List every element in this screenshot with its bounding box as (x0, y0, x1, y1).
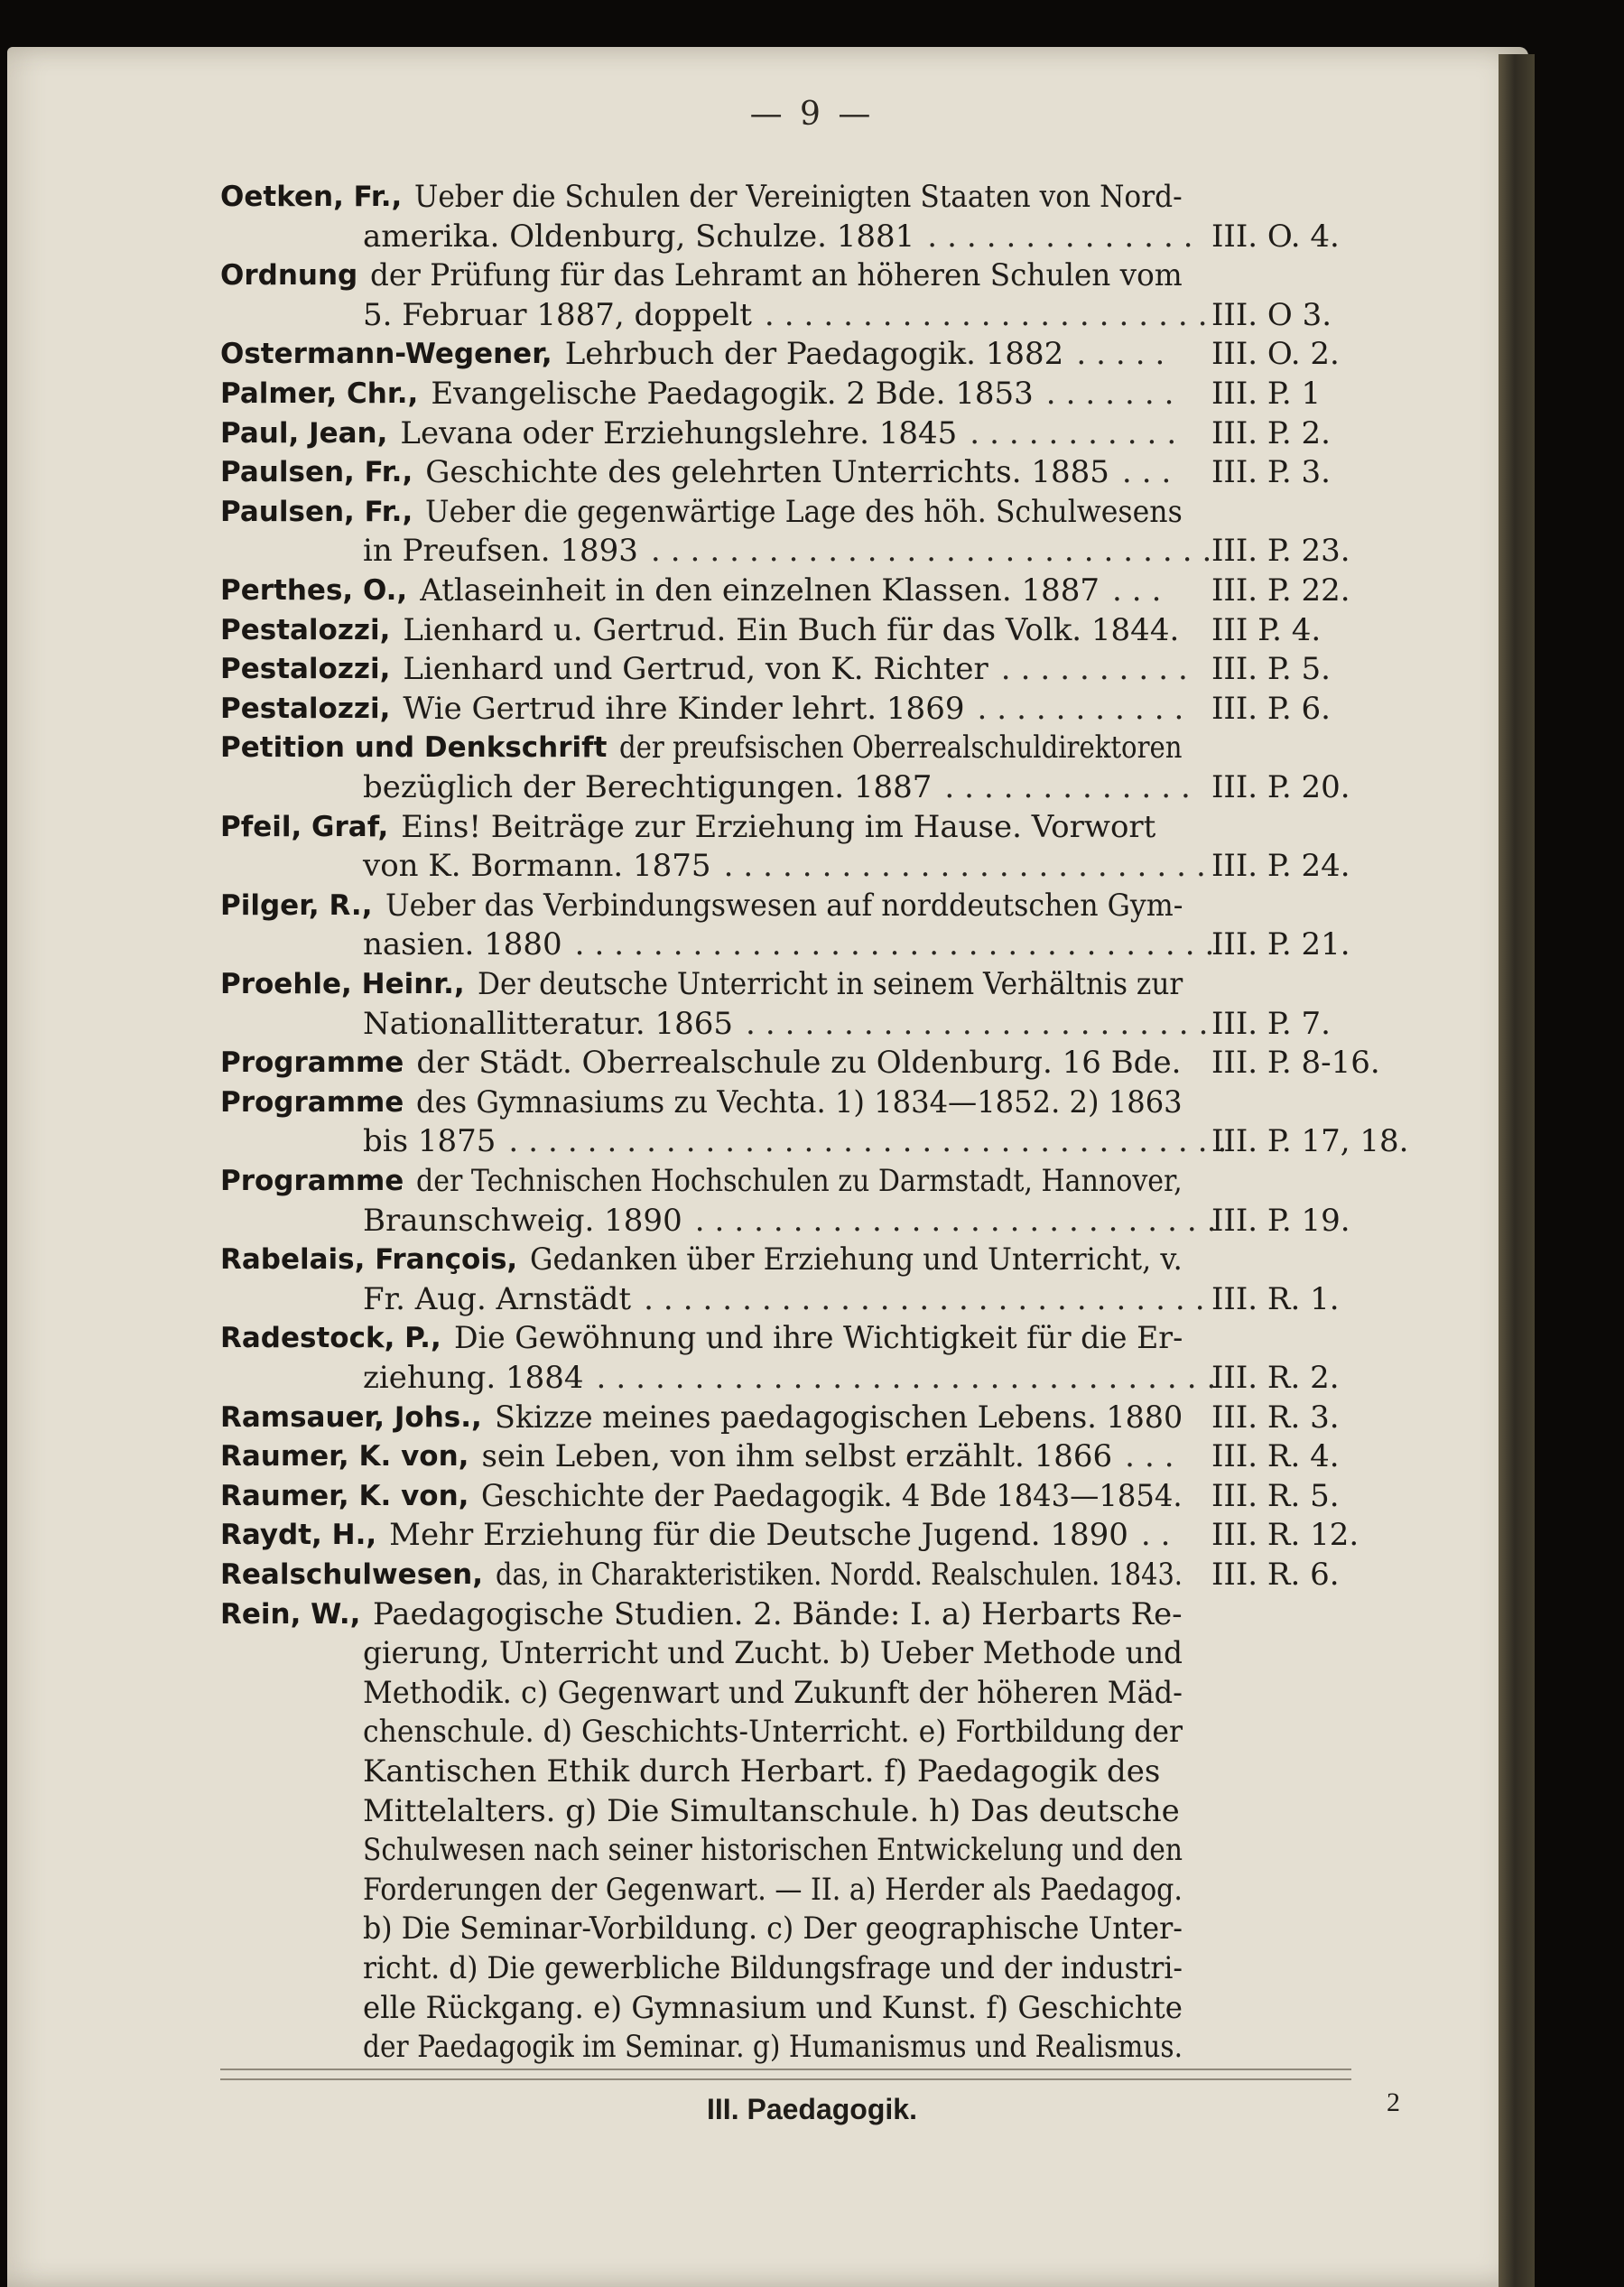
entry-first-line (0, 1398, 1624, 1437)
entry-text: das, in Charakteristiken. Nordd. Realschulen. 1843. (496, 1557, 1183, 1593)
leader-dots: ... (1125, 1438, 1184, 1475)
entry-continuation-line (0, 1358, 1624, 1398)
entry-continuation-line (0, 767, 1624, 807)
entry-text: Levana oder Erziehungslehre. 1845 (400, 414, 958, 451)
leader-dots: ................................. (574, 926, 1225, 963)
shelf-signature: III. P. 19. (1211, 1202, 1350, 1239)
entry-text: elle Rückgang. e) Gymnasium und Kunst. f) Geschichte (363, 1989, 1183, 2026)
shelf-signature: III. O. 4. (1211, 218, 1340, 255)
entry-text: bis 1875 (363, 1123, 496, 1160)
entry-author: Paulsen, Fr., (220, 495, 413, 528)
entry-text: Mehr Erziehung für die Deutsche Jugend. 1890 (389, 1517, 1128, 1554)
entry-first-line (0, 492, 1624, 532)
leader-dots: ....................... (764, 296, 1218, 333)
entry-continuation-line (0, 2027, 1624, 2067)
leader-dots: ... (1121, 454, 1182, 491)
entry-first-line (0, 571, 1624, 610)
entry-first-line (0, 177, 1624, 217)
entry-first-line (0, 374, 1624, 414)
entry-first-line (0, 1318, 1624, 1358)
entry-author: Programme (220, 1046, 404, 1080)
entry-author: Raumer, K. von, (220, 1440, 469, 1474)
shelf-signature: III P. 4. (1211, 611, 1322, 648)
shelf-signature: III. R. 6. (1211, 1557, 1340, 1593)
entry-first-line (0, 452, 1624, 492)
entry-text: Forderungen der Gegenwart. — II. a) Herder als Paedagog. (363, 1871, 1183, 1908)
entry-continuation-line (0, 846, 1624, 886)
shelf-signature: III. P. 6. (1211, 690, 1331, 727)
entry-text: Atlaseinheit in den einzelnen Klassen. 1887 (420, 572, 1100, 609)
entry-first-line (0, 807, 1624, 847)
entry-first-line (0, 728, 1624, 767)
entry-first-line (0, 964, 1624, 1004)
entry-first-line (0, 334, 1624, 374)
entry-first-line (0, 1043, 1624, 1083)
leader-dots: ..... (1076, 336, 1175, 373)
entry-author: Petition und Denkschrift (220, 731, 608, 765)
entry-text: von K. Bormann. 1875 (363, 848, 711, 885)
entry-text: nasien. 1880 (363, 926, 562, 963)
entry-text: Lehrbuch der Paedagogik. 1882 (564, 336, 1064, 373)
entry-author: Rabelais, François, (220, 1243, 518, 1277)
leader-dots: .. (1140, 1517, 1181, 1554)
entry-first-line (0, 610, 1624, 650)
entry-continuation-line (0, 1988, 1624, 2028)
entry-text: Nationallitteratur. 1865 (363, 1005, 734, 1042)
entry-first-line (0, 1240, 1624, 1279)
entry-continuation-line (0, 1712, 1624, 1752)
sheet-signature-mark: 2 (1387, 2087, 1400, 2117)
entry-continuation-line (0, 1791, 1624, 1831)
shelf-signature: III. P. 1 (1211, 376, 1322, 412)
entry-author: Pestalozzi, (220, 653, 391, 686)
footer-rule-bottom (220, 2078, 1351, 2080)
shelf-signature: III. R. 4. (1211, 1438, 1340, 1475)
entry-author: Raumer, K. von, (220, 1479, 469, 1512)
shelf-signature: III. P. 3. (1211, 454, 1331, 491)
entry-author: Perthes, O., (220, 574, 408, 607)
leader-dots: .......... (1000, 651, 1198, 688)
entry-text: b) Die Seminar-Vorbildung. c) Der geographische Unter- (363, 1910, 1183, 1948)
entry-text: Eins! Beiträge zur Erziehung im Hause. Vorwort (401, 808, 1156, 845)
entry-continuation-line (0, 531, 1624, 571)
entry-author: Rein, W., (220, 1597, 361, 1631)
footer-rule-top (220, 2069, 1351, 2070)
entry-author: Realschulwesen, (220, 1558, 484, 1591)
entry-text: Schulwesen nach seiner historischen Entwickelung und den (363, 1832, 1183, 1869)
leader-dots: ............................. (644, 1280, 1215, 1317)
entry-first-line (0, 1436, 1624, 1476)
shelf-signature: III. R. 3. (1211, 1399, 1340, 1436)
entry-text: ziehung. 1884 (363, 1360, 584, 1396)
entry-text: der Technischen Hochschulen zu Darmstadt, Hannover, (416, 1163, 1183, 1199)
entry-text: Wie Gertrud ihre Kinder lehrt. 1869 (403, 690, 965, 727)
shelf-signature: III. P. 23. (1211, 533, 1350, 570)
shelf-signature: III. P. 7. (1211, 1005, 1331, 1042)
leader-dots: ... (1111, 572, 1172, 609)
entry-text: Der deutsche Unterricht in seinem Verhältnis zur (477, 966, 1183, 1002)
shelf-signature: III. R. 5. (1211, 1477, 1340, 1514)
entry-first-line (0, 649, 1624, 689)
entry-continuation-line (0, 1004, 1624, 1044)
entry-continuation-line (0, 1909, 1624, 1948)
entry-text: der Paedagogik im Seminar. g) Humanismus und Realismus. (363, 2029, 1183, 2066)
entry-text: der Städt. Oberrealschule zu Oldenburg. 16 Bde. (416, 1045, 1182, 1082)
entry-first-line (0, 414, 1624, 453)
entry-text: Lienhard und Gertrud, von K. Richter (403, 651, 988, 688)
entry-author: Palmer, Chr., (220, 377, 419, 410)
entry-text: Ueber die gegenwärtige Lage des höh. Schulwesens (425, 493, 1183, 530)
entry-continuation-line (0, 1279, 1624, 1319)
shelf-signature: III. P. 5. (1211, 651, 1331, 688)
leader-dots: ............................. (650, 533, 1222, 570)
entry-continuation-line (0, 1948, 1624, 1988)
entry-text: Braunschweig. 1890 (363, 1202, 682, 1239)
leader-dots: ............. (944, 769, 1201, 805)
entry-continuation-line (0, 295, 1624, 335)
leader-dots: ....... (1045, 376, 1184, 412)
shelf-signature: III. R. 2. (1211, 1360, 1340, 1396)
entry-text: bezüglich der Berechtigungen. 1887 (363, 769, 933, 805)
entry-continuation-line (0, 1201, 1624, 1241)
entry-author: Proehle, Heinr., (220, 968, 465, 1000)
shelf-signature: III. O 3. (1211, 296, 1332, 333)
entry-text: des Gymnasiums zu Vechta. 1) 1834—1852. 2) 1863 (416, 1083, 1183, 1120)
entry-author: Paulsen, Fr., (220, 456, 413, 489)
entry-text: richt. d) Die gewerbliche Bildungsfrage und der industri- (363, 1950, 1183, 1986)
entry-text: Die Gewöhnung und ihre Wichtigkeit für die Er- (453, 1320, 1183, 1357)
shelf-signature: III. P. 17, 18. (1211, 1123, 1409, 1160)
entry-first-line (0, 1161, 1624, 1201)
entry-text: amerika. Oldenburg, Schulze. 1881 (363, 218, 915, 255)
entry-first-line (0, 1555, 1624, 1594)
leader-dots: ........................ (746, 1005, 1219, 1042)
shelf-signature: III. P. 22. (1211, 572, 1350, 609)
entry-author: Oetken, Fr., (220, 181, 403, 213)
entry-text: chenschule. d) Geschichts-Unterricht. e) Fortbildung der (363, 1714, 1183, 1751)
entry-text: Kantischen Ethik durch Herbart. f) Paedagogik des (363, 1753, 1161, 1790)
entry-first-line (0, 256, 1624, 295)
entry-continuation-line (0, 217, 1624, 256)
shelf-signature: III. P. 20. (1211, 769, 1350, 805)
entry-continuation-line (0, 1633, 1624, 1673)
shelf-signature: III. P. 21. (1211, 926, 1350, 963)
entry-author: Ramsauer, Johs., (220, 1400, 482, 1434)
entry-continuation-line (0, 1121, 1624, 1161)
entry-text: Evangelische Paedagogik. 2 Bde. 1853 (431, 376, 1034, 412)
entry-text: Ueber die Schulen der Vereinigten Staaten von Nord- (414, 179, 1183, 215)
entry-author: Raydt, H., (220, 1519, 377, 1552)
entry-text: Ueber das Verbindungswesen auf norddeutschen Gym- (385, 887, 1183, 924)
shelf-signature: III. R. 1. (1211, 1280, 1340, 1317)
entry-author: Programme (220, 1085, 404, 1119)
shelf-signature: III. O. 2. (1211, 336, 1340, 373)
entry-author: Pestalozzi, (220, 692, 391, 725)
entry-text: Methodik. c) Gegenwart und Zukunft der höheren Mäd- (363, 1674, 1183, 1711)
entry-author: Paul, Jean, (220, 416, 388, 450)
entry-text: gierung, Unterricht und Zucht. b) Ueber Methode und (363, 1635, 1183, 1672)
entry-author: Radestock, P., (220, 1322, 441, 1355)
entry-text: Fr. Aug. Arnstädt (363, 1280, 632, 1317)
entry-continuation-line (0, 1830, 1624, 1870)
entry-text: Geschichte des gelehrten Unterrichts. 1885 (425, 454, 1109, 491)
entry-author: Programme (220, 1165, 404, 1197)
entry-text: Lienhard u. Gertrud. Ein Buch für das Volk. 1844. (403, 611, 1180, 648)
shelf-signature: III. P. 2. (1211, 414, 1331, 451)
entry-text: in Preufsen. 1893 (363, 533, 638, 570)
entry-continuation-line (0, 1870, 1624, 1910)
leader-dots: ........... (970, 414, 1187, 451)
entry-author: Pilger, R., (220, 888, 373, 922)
shelf-signature: III. P. 24. (1211, 848, 1350, 885)
entry-text: der Prüfung für das Lehramt an höheren Schulen vom (370, 257, 1183, 294)
entry-first-line (0, 1476, 1624, 1516)
leader-dots: .............. (927, 218, 1203, 255)
entry-text: der preufsischen Oberrealschuldirektoren (619, 730, 1183, 767)
entry-text: Mittelalters. g) Die Simultanschule. h) Das deutsche (363, 1792, 1180, 1829)
entry-text: Gedanken über Erziehung und Unterricht, v. (530, 1241, 1183, 1278)
entry-author: Ostermann-Wegener, (220, 338, 552, 371)
entry-first-line (0, 1515, 1624, 1555)
leader-dots: ........................... (694, 1202, 1227, 1239)
leader-dots: ......................... (723, 848, 1216, 885)
entry-first-line (0, 689, 1624, 729)
entry-first-line (0, 886, 1624, 925)
entry-author: Ordnung (220, 259, 358, 293)
leader-dots: ........... (977, 690, 1194, 727)
entry-text: Paedagogische Studien. 2. Bände: I. a) Herbarts Re- (373, 1595, 1183, 1632)
entry-first-line (0, 1083, 1624, 1122)
entry-continuation-line (0, 925, 1624, 964)
entry-first-line (0, 1594, 1624, 1634)
section-footer: III. Paedagogik. (707, 2093, 917, 2125)
shelf-signature: III. R. 12. (1211, 1517, 1360, 1554)
entry-continuation-line (0, 1752, 1624, 1791)
leader-dots: ................................ (596, 1360, 1227, 1396)
entry-author: Pestalozzi, (220, 613, 391, 646)
entry-text: sein Leben, von ihm selbst erzählt. 1866 (481, 1438, 1113, 1475)
page-number: — 9 — (749, 96, 875, 133)
shelf-signature: III. P. 8-16. (1211, 1045, 1380, 1082)
entry-author: Pfeil, Graf, (220, 810, 389, 843)
entry-text: Skizze meines paedagogischen Lebens. 1880 (494, 1399, 1183, 1436)
leader-dots: ..................................... (508, 1123, 1238, 1160)
entry-text: 5. Februar 1887, doppelt (363, 296, 752, 333)
entry-continuation-line (0, 1673, 1624, 1713)
entry-text: Geschichte der Paedagogik. 4 Bde 1843—1854. (481, 1477, 1183, 1514)
